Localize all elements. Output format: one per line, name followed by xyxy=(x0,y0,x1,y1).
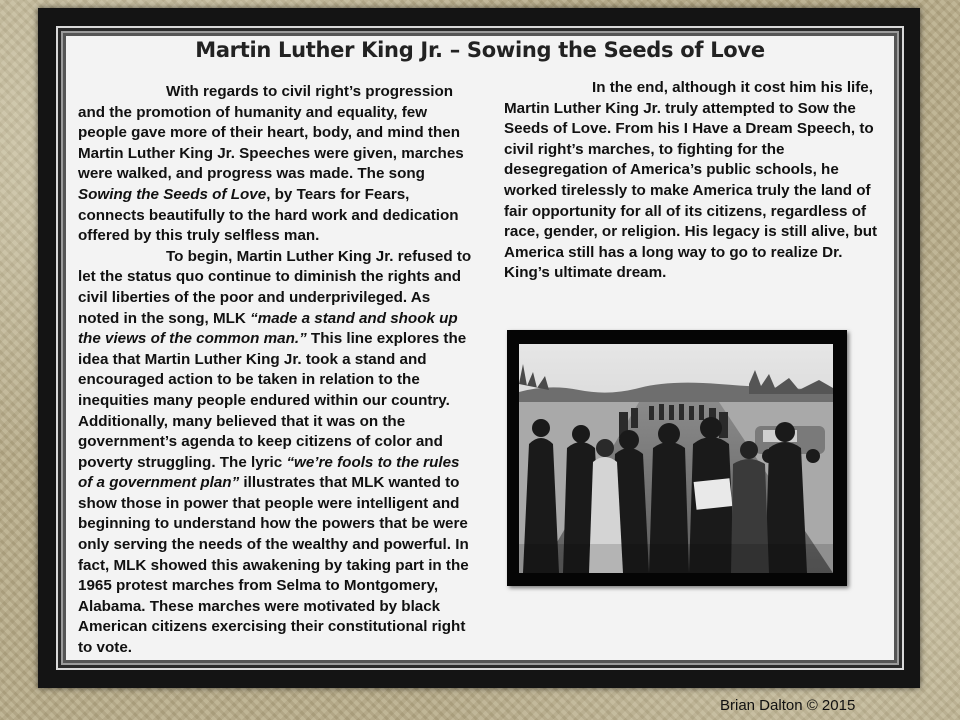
slide-title: Martin Luther King Jr. – Sowing the Seeds of Love xyxy=(195,38,765,62)
right-paragraph-1: In the end, although it cost him his life, Martin Luther King Jr. truly attempted to Sow the Seeds of Love. From his I Have a Dream Speech, to civil right’s marches, to fighting for the desegregation of America’s public schools, he worked tirelessly to make America truly the land of fair opportunity for all of its citizens, regardless of race, gender, or religion. His legacy is still alive, but America still has a long way to go to realize Dr. King’s ultimate dream. xyxy=(504,79,878,282)
march-photo xyxy=(519,344,833,573)
text-run: illustrates that MLK wanted to show those in power that people were intelligent and beginning to understand how the powers that be were only serving the needs of the wealthy and powerful. In fact, MLK showed this awakening by taking part in the 1965 protest marches from Selma to Montgomery, Alabama. These marches were motivated by black American citizens exercising their constitutional right to vote. xyxy=(78,474,469,657)
left-paragraph-2 xyxy=(78,247,474,659)
italic-text-run: “made a stand and shook up the views of the common man.” xyxy=(78,309,458,348)
left-paragraph-1 xyxy=(78,82,474,247)
left-column xyxy=(78,82,474,659)
copyright-credit: Brian Dalton © 2015 xyxy=(720,697,856,714)
right-column xyxy=(504,78,882,284)
italic-text-run: Sowing the Seeds of Love xyxy=(78,185,267,203)
text-run: , by Tears for Fears, connects beautifully to the hard work and dedication offered by this truly selfless man. xyxy=(78,185,459,245)
text-run: This line explores the idea that Martin Luther King Jr. took a stand and encouraged action to be taken in relation to the inequities many people endured within our country. Additionally, many believed that it was on the government’s agenda to keep citizens of color and poverty struggling. The lyric xyxy=(78,330,467,471)
photo-frame xyxy=(507,330,847,586)
italic-text-run: “we’re fools to the rules of a government plan” xyxy=(78,453,460,492)
text-run: To begin, Martin Luther King Jr. refused to let the status quo continue to diminish the rights and civil liberties of the poor and underprivileged. As noted in the song, MLK xyxy=(78,247,472,327)
march-photo-illustration xyxy=(519,344,833,573)
slide-page xyxy=(66,36,894,660)
text-run: With regards to civil right’s progression and the promotion of humanity and equality, few people gave more of their heart, body, and mind then Martin Luther King Jr. Speeches were given, marches were walked, and progress was made. The song xyxy=(78,83,464,183)
